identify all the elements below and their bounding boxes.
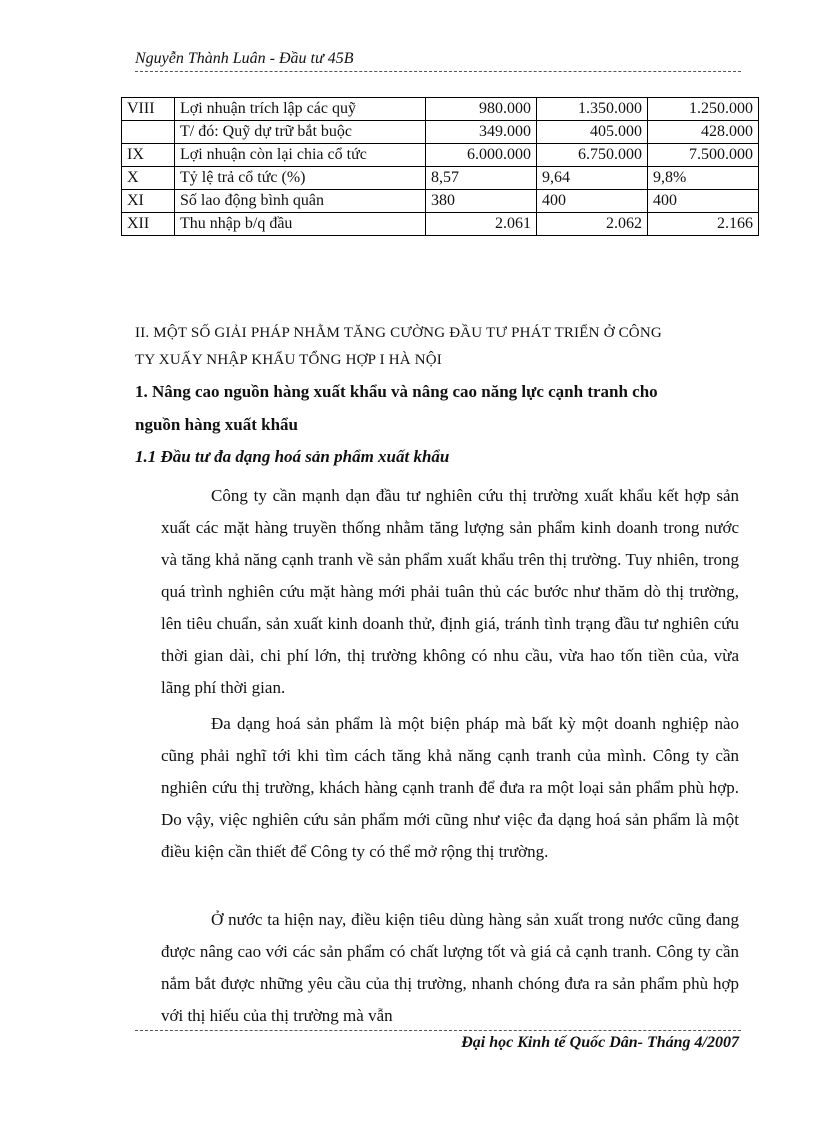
table-row [122,213,759,236]
value-cell: 9,8% [648,167,759,190]
value-cell: 428.000 [648,121,759,144]
row-index-cell: X [122,167,175,190]
heading1-line2: nguồn hàng xuất khẩu [135,415,299,434]
page-header: Nguyễn Thành Luân - Đầu tư 45B [135,50,354,67]
value-cell: 400 [648,190,759,213]
row-label-cell: Lợi nhuận trích lập các quỹ [175,98,426,121]
row-label-cell: Tỷ lệ trả cổ tức (%) [175,167,426,190]
data-table [121,97,759,236]
value-cell: 7.500.000 [648,144,759,167]
value-cell: 380 [426,190,537,213]
footer-divider [135,1030,741,1031]
value-cell: 2.062 [537,213,648,236]
value-cell: 8,57 [426,167,537,190]
table-row [122,121,759,144]
value-cell: 405.000 [537,121,648,144]
value-cell: 6.750.000 [537,144,648,167]
row-index-cell: XI [122,190,175,213]
heading1-line1: 1. Nâng cao nguồn hàng xuất khẩu và nâng cao năng lực cạnh tranh cho [135,382,658,401]
heading2: 1.1 Đầu tư đa dạng hoá sản phẩm xuất khẩu [135,447,450,466]
value-cell: 2.061 [426,213,537,236]
value-cell: 980.000 [426,98,537,121]
table-row [122,190,759,213]
header-divider [135,71,741,72]
row-label-cell: Số lao động bình quân [175,190,426,213]
page-footer: Đại học Kinh tế Quốc Dân- Tháng 4/2007 [461,1034,739,1051]
row-label-cell: Thu nhập b/q đầu [175,213,426,236]
paragraph-1: Công ty cần mạnh dạn đầu tư nghiên cứu thị trường xuất khẩu kết hợp sản xuất các mặt hàng truyền thống nhằm tăng lượng sản phẩm kinh doanh trong nước và tăng khả năng cạnh tranh về sản phẩm xuất khẩu trên thị trường. Tuy nhiên, trong quá trình nghiên cứu mặt hàng mới phải tuân thủ các bước như thăm dò thị trường, lên tiêu chuẩn, sản xuất kinh doanh thử, định giá, tránh tình trạng đầu tư nghiên cứu thời gian dài, chi phí lớn, thị trường không có nhu cầu, vừa hao tốn tiền của, vừa lãng phí thời gian. [161,486,739,697]
section-title-line1: II. MỘT SỐ GIẢI PHÁP NHẰM TĂNG CƯỜNG ĐẦU TƯ PHÁT TRIỂN Ở CÔNG [135,325,662,341]
table-row [122,98,759,121]
row-index-cell [122,121,175,144]
row-label-cell: T/ đó: Quỹ dự trữ bắt buộc [175,121,426,144]
paragraph-2: Đa dạng hoá sản phẩm là một biện pháp mà bất kỳ một doanh nghiệp nào cũng phải nghĩ tới khi tìm cách tăng khả năng cạnh tranh của mình. Công ty cần nghiên cứu thị trường, khách hàng cạnh tranh để đưa ra một loại sản phẩm phù hợp. Do vậy, việc nghiên cứu sản phẩm mới cũng như việc đa dạng hoá sản phẩm là một điều kiện cần thiết để Công ty có thể mở rộng thị trường. [161,714,739,861]
table-row [122,167,759,190]
value-cell: 1.350.000 [537,98,648,121]
row-label-cell: Lợi nhuận còn lại chia cổ tức [175,144,426,167]
value-cell: 6.000.000 [426,144,537,167]
value-cell: 400 [537,190,648,213]
value-cell: 1.250.000 [648,98,759,121]
value-cell: 9,64 [537,167,648,190]
value-cell: 349.000 [426,121,537,144]
value-cell: 2.166 [648,213,759,236]
row-index-cell: VIII [122,98,175,121]
paragraph-3: Ở nước ta hiện nay, điều kiện tiêu dùng hàng sản xuất trong nước cũng đang được nâng cao với các sản phẩm có chất lượng tốt và giá cả cạnh tranh. Công ty cần nắm bắt được những yêu cầu của thị trường, nhanh chóng đưa ra sản phẩm phù hợp với thị hiếu của thị trường mà vẫn [161,910,739,1025]
table-row [122,144,759,167]
row-index-cell: IX [122,144,175,167]
section-title-line2: TY XUẤY NHẬP KHẨU TỔNG HỢP I HÀ NỘI [135,352,442,368]
row-index-cell: XII [122,213,175,236]
